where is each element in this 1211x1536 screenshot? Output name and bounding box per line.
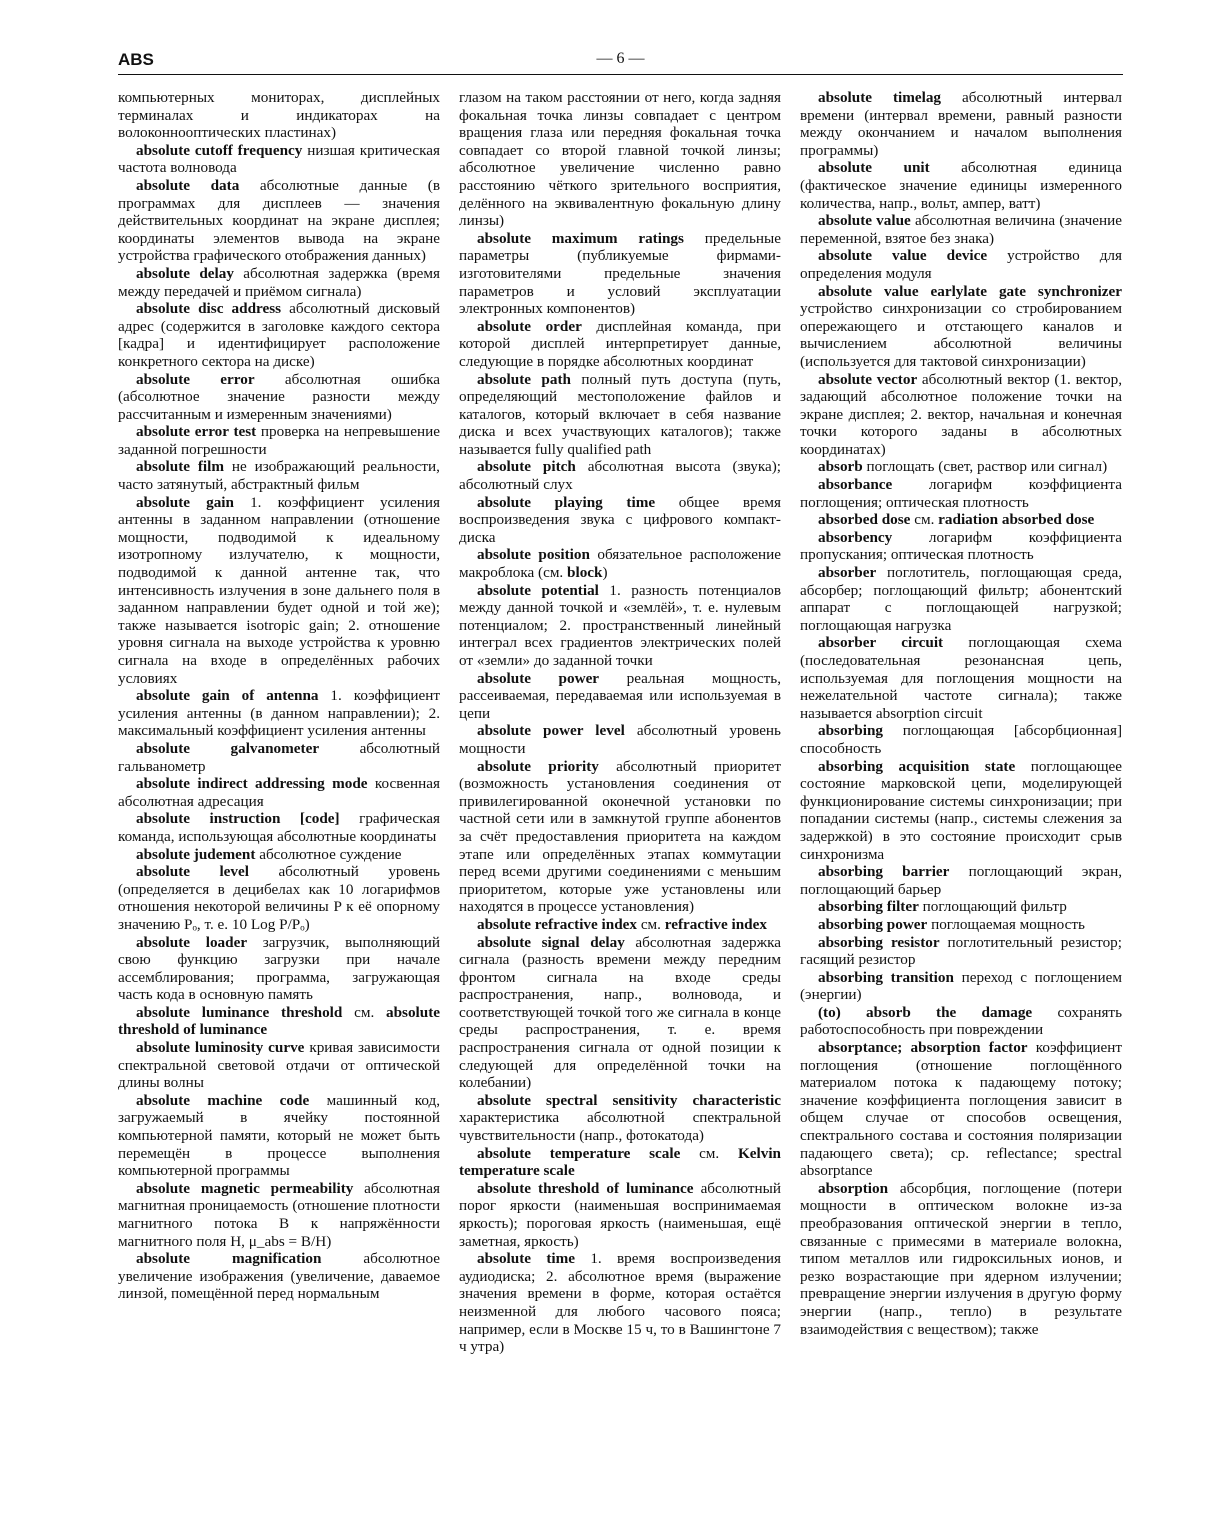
dictionary-entry [118, 494, 440, 688]
dictionary-entry [800, 898, 1122, 916]
entry-definition: поглотительный резистор; гасящий резистор [800, 933, 1122, 969]
entry-definition: поглощать (свет, раствор или сигнал) [862, 458, 1108, 476]
dictionary-entry [459, 582, 781, 670]
entry-term: absolute position [477, 546, 590, 564]
dictionary-entry [118, 1004, 440, 1039]
dictionary-entry [800, 863, 1122, 898]
entry-term: absolute timelag [818, 89, 942, 106]
dictionary-entry [118, 458, 440, 493]
dictionary-entry [800, 722, 1122, 757]
entry-cross-reference: Kelvin temperature scale [459, 1144, 781, 1180]
entry-definition: абсолютное увеличение изображения (увеличение, даваемое линзой, помещённой перед нормальным [118, 1250, 440, 1303]
dictionary-entry [459, 230, 781, 318]
dictionary-entry [800, 916, 1122, 934]
page-number: — 6 — [596, 50, 645, 67]
entry-definition: см. [910, 511, 939, 529]
entry-term: absorption [818, 1179, 889, 1197]
entry-cross-reference: radiation absorbed dose [938, 511, 1095, 529]
dictionary-entry [118, 423, 440, 458]
entry-term: absolute signal delay [477, 933, 625, 951]
entry-definition: предельные параметры (публикуемые фирмами-изготовителями предельные значения параметров и условий эксплуатации электронных компонентов) [459, 229, 781, 318]
entry-term: absorbing resistor [818, 933, 940, 951]
dictionary-entry [118, 863, 440, 933]
entry-term: absorbing transition [818, 968, 954, 986]
entry-cross-reference: block [567, 564, 603, 582]
entry-definition: абсолютный приоритет (возможность установления соединения от привилегированной оконечной установки по частной сети или в замкнутой группе абонентов за счёт предоставления приоритета на каждом этапе или определённых этапах коммутации перед всеми другими соединениями с меньшим приоритетом, которые уже установлены или находятся в процессе установления) [459, 757, 782, 916]
dictionary-entry [459, 934, 781, 1092]
dictionary-entry [118, 775, 440, 810]
entry-term: absolute time [477, 1250, 575, 1268]
dictionary-entry [800, 1039, 1122, 1180]
entry-definition: 1. коэффициент усиления антенны в заданном направлении (отношение мощности, подводимой к идеальному изотропному излучателю, к мощности, подводимой к данной антенне так, что интенсивность излучения в зоне дальнего поля в заданном направлении будет одной и той же); также называется isotropic gain; 2. отношение уровня сигнала на выходе устройства к уровню сигнала на входе в определённых рабочих условиях [118, 493, 440, 687]
entry-term: absolute film [136, 458, 225, 476]
entry-definition: проверка на непревышение заданной погрешности [118, 423, 440, 458]
dictionary-entry [459, 89, 781, 230]
entry-definition: абсолютный уровень (определяется в децибелах как 10 логарифмов отношения некоторой величины P к её опорному значению Pₒ, т. е. 10 Log P/Pₒ) [118, 863, 440, 933]
column-2 [459, 89, 781, 1356]
entry-term: absolute vector [818, 370, 918, 388]
entry-definition: поглощающая [абсорбционная] способность [800, 722, 1122, 757]
entry-definition: поглощающая схема (последовательная резонансная цепь, используемая для поглощения мощности на нежелательной частоте сигнала); также называется absorption circuit [800, 634, 1122, 722]
entry-definition: низшая критическая частота волновода [118, 141, 440, 177]
entry-term: absorbing power [818, 915, 928, 933]
entry-definition: полный путь доступа (путь, определяющий местоположение файлов и каталогов, который включает в себя название диска и всех участвующих каталогов); также называется fully qualified path [459, 370, 781, 458]
entry-definition: компьютерных мониторах, дисплейных терминалах и индикаторах на волоконнооптических пластинах) [118, 89, 440, 142]
entry-term: absolute threshold of luminance [477, 1179, 694, 1197]
entry-definition: логарифм коэффициента поглощения; оптическая плотность [800, 476, 1122, 511]
entry-definition: см. [342, 1003, 386, 1021]
entry-term: absolute luminance threshold [136, 1003, 343, 1021]
entry-term: absolute pitch [477, 458, 576, 476]
entry-term: absorbed dose [818, 511, 911, 529]
column-3 [800, 89, 1122, 1338]
entry-term: absolute refractive index [477, 915, 638, 933]
entry-term: absolute spectral sensitivity characteristic [477, 1091, 781, 1109]
entry-definition: абсолютная единица (фактическое значение единицы измеренного количества, напр., вольт, ампер, ватт) [800, 159, 1122, 212]
entry-definition: абсолютный дисковый адрес (содержится в заголовке каждого сектора [кадра] и идентифицирует расположение конкретного сектора на диске) [118, 300, 440, 370]
entry-definition: реальная мощность, рассеиваемая, передаваемая или используемая в цепи [459, 669, 781, 722]
entry-term: absolute galvanometer [136, 739, 320, 757]
entry-term: absolute priority [477, 757, 599, 775]
entry-definition: графическая команда, использующая абсолютные координаты [118, 810, 441, 845]
dictionary-entry [800, 1004, 1122, 1039]
dictionary-entry [459, 458, 781, 493]
entry-term: absolute order [477, 317, 582, 335]
entry-term: absolute instruction [code] [136, 810, 340, 828]
entry-definition: абсолютное суждение [255, 845, 402, 863]
entry-definition: косвенная абсолютная адресация [118, 775, 440, 810]
entry-tail: ) [602, 564, 608, 582]
entry-term: absolute error [136, 370, 255, 388]
dictionary-entry [118, 89, 440, 142]
dictionary-entry [800, 529, 1122, 564]
dictionary-entry [118, 1180, 440, 1250]
dictionary-entry [459, 494, 781, 547]
entry-cross-reference: refractive index [664, 915, 767, 933]
dictionary-entry [800, 934, 1122, 969]
dictionary-entry [800, 1180, 1122, 1338]
dictionary-entry [118, 740, 440, 775]
entry-definition: не изображающий реальности, часто затянутый, абстрактный фильм [118, 458, 440, 494]
entry-term: absorbance [818, 476, 893, 494]
entry-definition: устройство для определения модуля [800, 247, 1122, 282]
entry-term: absolute temperature scale [477, 1144, 681, 1162]
dictionary-entry [118, 177, 440, 265]
entry-term: absorber circuit [818, 634, 944, 652]
dictionary-entry [800, 476, 1122, 511]
dictionary-entry [459, 1250, 781, 1356]
entry-term: absolute disc address [136, 300, 282, 318]
entry-term: absolute level [136, 863, 249, 881]
dictionary-entry [118, 1039, 440, 1092]
entry-term: absorb [818, 458, 863, 476]
dictionary-entry [459, 1145, 781, 1180]
entry-term: absolute playing time [477, 493, 656, 511]
entry-definition: абсолютный интервал времени (интервал времени, равный разности между окончанием и началом выполнения программы) [800, 89, 1122, 159]
entry-term: absolute magnification [136, 1250, 322, 1268]
entry-definition: характеристика абсолютной спектральной чувствительности (напр., фотокатода) [459, 1109, 781, 1145]
entry-definition: коэффициент поглощения (отношение поглощённого материалом потока к падающему потоку; значение коэффициента поглощения зависит в общем случае от способов освещения, спектрального состава и состояния поляризации падающего света); ср. reflectance; spectral absorptance [800, 1039, 1123, 1180]
entry-definition: абсолютная задержка сигнала (разность времени между передним фронтом сигнала на входе среды распространения, напр., волновода, и соответствующей точкой того же сигнала в конце среды распространения, т. е. время распространения сигнала от одной позиции к следующей для определённой точки на колебании) [459, 933, 781, 1092]
entry-term: absolute value earlylate gate synchronizer [818, 282, 1122, 300]
dictionary-entry [118, 934, 440, 1004]
entry-term: absolute error test [136, 423, 257, 441]
entry-definition: глазом на таком расстоянии от него, когда задняя фокальная точка линзы совпадает с центром вращения глаза или передняя фокальная точка совпадает со второй главной точкой линзы; абсолютное увеличение численно равно расстоянию чёткого зрительного восприятия, делённого на эквивалентную фокальную длину линзы) [459, 89, 781, 230]
entry-term: absorbing filter [818, 898, 919, 916]
dictionary-entry [800, 371, 1122, 459]
entry-definition: поглощающий экран, поглощающий барьер [800, 863, 1123, 898]
entry-definition: переход с поглощением (энергии) [800, 968, 1122, 1004]
dictionary-entry [800, 89, 1122, 159]
entry-term: absolute unit [818, 159, 930, 177]
dictionary-entry [118, 300, 440, 370]
entry-term: absolute power level [477, 722, 625, 740]
entry-term: absolute indirect addressing mode [136, 775, 368, 793]
dictionary-entry [118, 265, 440, 300]
entry-term: (to) absorb the damage [818, 1003, 1033, 1021]
entry-term: absolute gain of antenna [136, 687, 319, 705]
entry-term: absolute cutoff frequency [136, 141, 303, 159]
entry-definition: абсолютная величина (значение переменной, взятое без знака) [800, 212, 1122, 247]
dictionary-entry [800, 634, 1122, 722]
entry-term: absolute loader [136, 933, 248, 951]
dictionary-entry [459, 318, 781, 371]
entry-definition: поглощающее состояние марковской цепи, моделирующей функционирование системы синхронизации; при попадании системы (напр., системы слежения за задержкой) в это состояние происходит срыв синхронизма [800, 757, 1123, 863]
dictionary-entry [459, 758, 781, 916]
dictionary-entry [800, 247, 1122, 282]
entry-definition: поглощающий фильтр [918, 898, 1067, 916]
entry-definition: устройство синхронизации со стробированием опережающего и отстающего каналов и вычислением абсолютной величины (используется для тактовой синхронизации) [800, 300, 1122, 370]
dictionary-entry [459, 1180, 781, 1250]
entry-definition: 1. время воспроизведения аудиодиска; 2. абсолютное время (выражение значения времени в форме, которая остаётся неизменной для любого часового пояса; например, если в Москве 15 ч, то в Вашингтоне 7 ч утра) [459, 1250, 781, 1356]
entry-term: absolute value device [818, 247, 988, 265]
dictionary-entry [459, 371, 781, 459]
entry-term: absolute machine code [136, 1091, 310, 1109]
dictionary-entry [118, 142, 440, 177]
dictionary-entry [800, 159, 1122, 212]
dictionary-entry [800, 969, 1122, 1004]
entry-definition: 1. разность потенциалов между данной точкой и «землёй», т. е. нулевым потенциалом; 2. пространственный линейный интеграл всех градиентов электрических полей от «земли» до заданной точки [459, 581, 781, 669]
entry-term: absolute luminosity curve [136, 1039, 305, 1057]
entry-definition: поглощаемая мощность [927, 915, 1085, 933]
entry-definition: см. [637, 915, 665, 933]
entry-definition: поглотитель, поглощающая среда, абсорбер; поглощающий фильтр; абонентский аппарат с поглощающей нагрузкой; поглощающая нагрузка [800, 564, 1122, 634]
guide-word: ABS [118, 50, 154, 69]
dictionary-entry [459, 722, 781, 757]
entry-term: absolute path [477, 370, 571, 388]
entry-term: absorbency [818, 528, 893, 546]
entry-definition: обязательное расположение макроблока (см. [459, 546, 781, 582]
entry-definition: абсолютный вектор (1. вектор, задающий абсолютное положение точки на экране дисплея; 2. вектор, начальная и конечная точки которого заданы в абсолютных координатах) [800, 370, 1122, 458]
entry-definition: дисплейная команда, при которой дисплей интерпретирует данные, следующие в порядке абсолютных координат [459, 317, 781, 370]
entry-term: absolute maximum ratings [477, 229, 684, 247]
dictionary-entry [118, 687, 440, 740]
dictionary-entry [118, 371, 440, 424]
entry-definition: см. [680, 1144, 738, 1162]
entry-definition: логарифм коэффициента пропускания; оптическая плотность [800, 528, 1122, 564]
entry-definition: общее время воспроизведения звука с цифрового компакт-диска [459, 493, 781, 546]
entry-definition: абсолютная высота (звука); абсолютный слух [459, 458, 781, 494]
column-1 [118, 89, 440, 1303]
entry-definition: абсолютная ошибка (абсолютное значение разности между рассчитанным и измеренным значениями) [118, 370, 440, 423]
entry-definition: абсорбция, поглощение (потери мощности в оптическом волокне из-за преобразования оптической энергии в тепло, связанные с примесями в материале волокна, типом металлов или гидроксильных ионов, и резко возрастающие при ядерном излучении; превращение энергии излучения в другую форму энергии (напр., тепло) в результате взаимодействия с веществом); также [800, 1179, 1122, 1338]
entry-definition: сохранять работоспособность при повреждении [800, 1003, 1122, 1039]
entry-term: absolute potential [477, 581, 599, 599]
entry-definition: машинный код, загружаемый в ячейку постоянной компьютерной памяти, который не может быть перемещён в процессе выполнения компьютерной программы [118, 1091, 440, 1180]
entry-cross-reference: absolute threshold of luminance [118, 1003, 441, 1039]
entry-term: absolute judement [136, 845, 256, 863]
dictionary-entry [800, 758, 1122, 864]
entry-definition: абсолютный уровень мощности [459, 722, 781, 757]
entry-definition: абсолютные данные (в программах для дисплеев — значения действительных координат на экране дисплея; координаты элементов вывода на экране устройства графического отображения данных) [118, 176, 441, 265]
dictionary-entry [800, 283, 1122, 371]
entry-term: absorbing acquisition state [818, 757, 1016, 775]
entry-term: absolute magnetic permeability [136, 1179, 354, 1197]
dictionary-entry [459, 546, 781, 581]
entry-term: absolute gain [136, 493, 234, 511]
dictionary-entry [800, 564, 1122, 634]
entry-term: absolute delay [136, 264, 234, 282]
entry-definition: абсолютный порог яркости (наименьшая воспринимаемая яркость); пороговая яркость (наименьшая, ещё заметная, яркость) [459, 1179, 781, 1250]
entry-definition: абсолютная магнитная проницаемость (отношение плотности магнитного потока B к напряжённости магнитного поля H, μ_abs = B/H) [118, 1179, 440, 1250]
entry-term: absorber [818, 564, 877, 582]
dictionary-entry [459, 916, 781, 934]
dictionary-entry [800, 458, 1122, 476]
dictionary-entry [118, 810, 440, 845]
entry-definition: 1. коэффициент усиления антенны (в данном направлении); 2. максимальный коэффициент усиления антенны [118, 687, 441, 740]
entry-term: absorbing barrier [818, 863, 950, 881]
entry-term: absolute power [477, 669, 600, 687]
entry-term: absolute value [818, 212, 911, 230]
dictionary-entry [800, 212, 1122, 247]
entry-term: absorbing [818, 722, 883, 740]
dictionary-entry [118, 846, 440, 864]
dictionary-entry [118, 1092, 440, 1180]
entry-term: absorptance; absorption factor [818, 1039, 1028, 1057]
entry-definition: абсолютный гальванометр [118, 739, 440, 775]
entry-term: absolute data [136, 176, 240, 194]
dictionary-entry [800, 511, 1122, 529]
dictionary-entry [459, 670, 781, 723]
entry-definition: абсолютная задержка (время между передачей и приёмом сигнала) [118, 264, 440, 300]
entry-definition: кривая зависимости спектральной световой отдачи от оптической длины волны [118, 1039, 440, 1092]
entry-definition: загрузчик, выполняющий свою функцию загрузки при начале ассемблирования; программа, загружающая часть кода в основную память [118, 933, 440, 1004]
dictionary-entry [459, 1092, 781, 1145]
page-header [118, 46, 1123, 75]
dictionary-entry [118, 1250, 440, 1303]
